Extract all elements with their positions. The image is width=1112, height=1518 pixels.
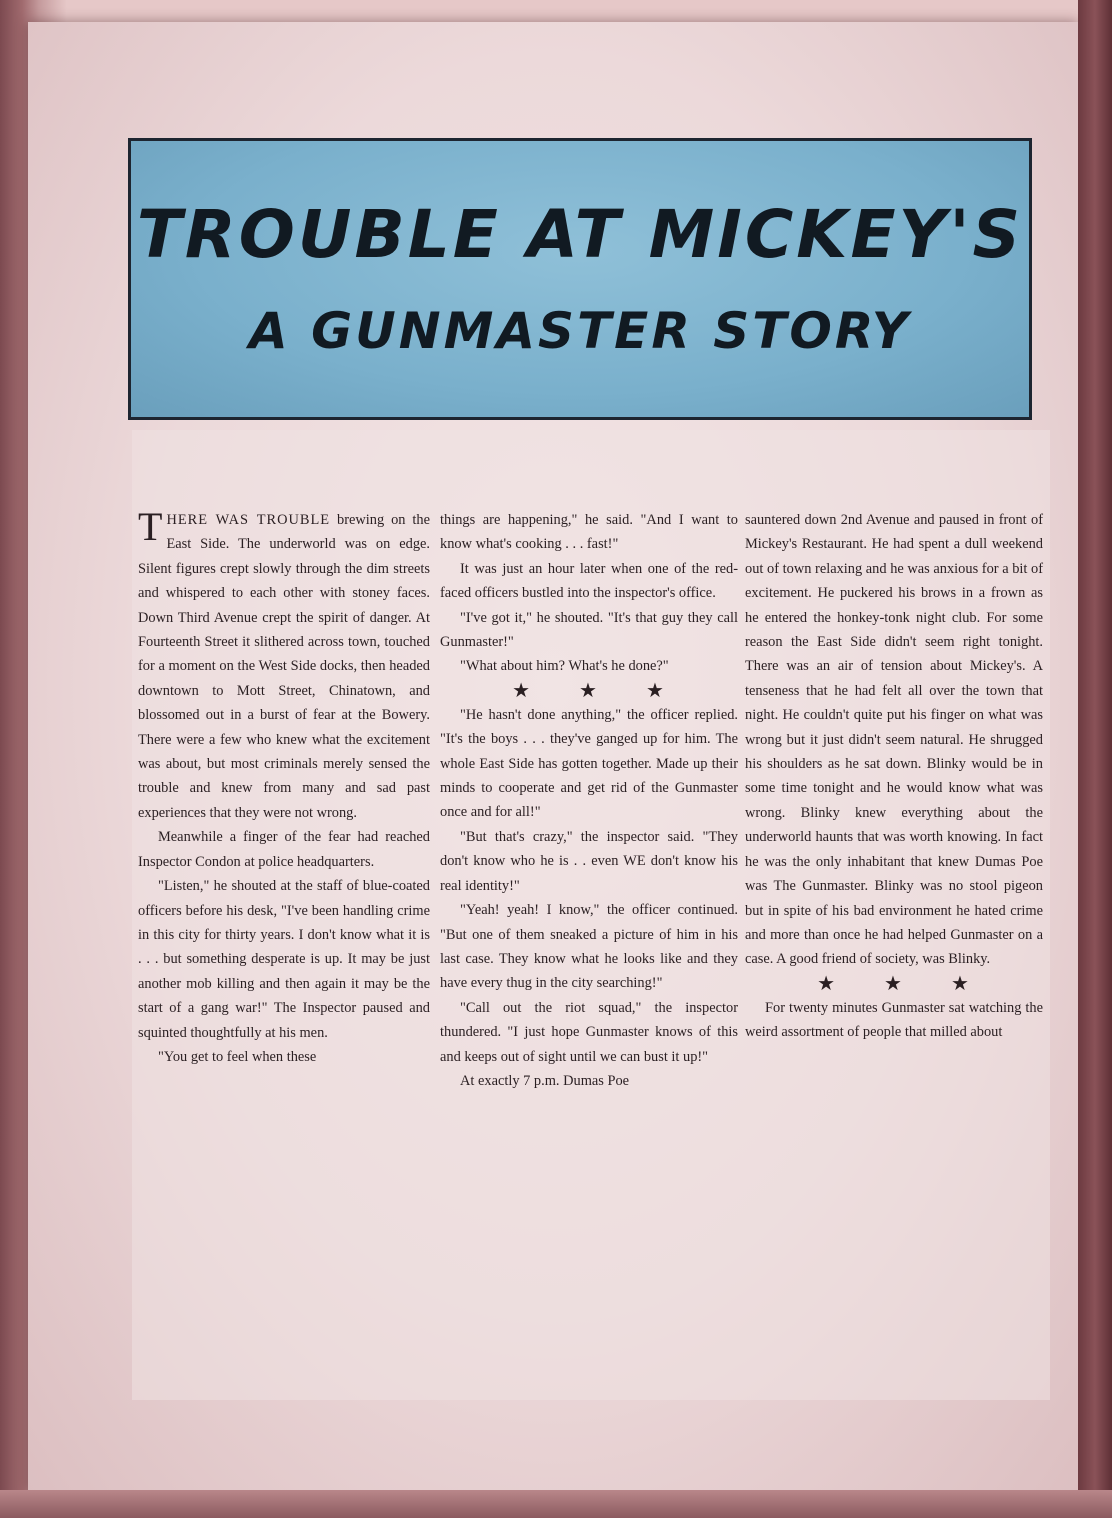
paragraph-text: brewing on the East Side. The underworld was on edge. Silent figures crept slowly through the dim streets and whispered to each other with stoney faces. Down Third Avenue crept the spirit of danger. At Fourteenth Street it slithered across town, touched for a moment on the West Side docks, then headed downtown to Mott Street, Chinatown, and blossomed out in a burst of fear at the Bowery. There were a few who knew what the excitement was about, but most criminals merely sensed the trouble and knew from many and sad past experiences that they were not wrong. bbox=[138, 512, 431, 821]
paragraph: "I've got it," he shouted. "It's that guy they call Gunmaster!" bbox=[440, 609, 738, 651]
drop-cap: T bbox=[138, 504, 163, 549]
paragraph: "Yeah! yeah! I know," the officer continued. "But one of them sneaked a picture of him in his last case. They know what he looks like and they have every thug in the city searching!" bbox=[440, 902, 738, 992]
paragraph: At exactly 7 p.m. Dumas Poe bbox=[460, 1072, 630, 1089]
paragraph: "What about him? What's he done?" bbox=[460, 658, 669, 675]
page-edge-right bbox=[1078, 0, 1112, 1518]
text-column-3 bbox=[745, 508, 1043, 1045]
paragraph: "But that's crazy," the inspector said. "They don't know who he is . . even WE don't know his real identity!" bbox=[440, 828, 738, 894]
paragraph: For twenty minutes Gunmaster sat watching the weird assortment of people that milled about bbox=[745, 999, 1043, 1041]
paragraph: "You get to feel when these bbox=[158, 1048, 317, 1065]
paragraph: It was just an hour later when one of the red-faced officers bustled into the inspector's office. bbox=[440, 560, 738, 602]
section-separator: ★ ★ ★ bbox=[512, 679, 686, 702]
opening-caps: HERE WAS TROUBLE bbox=[166, 512, 331, 528]
page-edge-bottom bbox=[0, 1490, 1112, 1518]
paragraph: Meanwhile a finger of the fear had reached Inspector Condon at police headquarters. bbox=[138, 829, 430, 870]
text-column-2 bbox=[440, 508, 738, 1093]
story-subtitle: A GUNMASTER STORY bbox=[249, 302, 911, 360]
story-title: TROUBLE AT MICKEY'S bbox=[136, 196, 1024, 273]
text-column-1 bbox=[138, 504, 431, 1069]
paragraph bbox=[138, 504, 431, 825]
paragraph: "Listen," he shouted at the staff of blue-coated officers before his desk, "I've been handling crime in this city for thirty years. I don't know what it is . . . but something desperate is up. It may be just another mob killing and then again it may be the start of a gang war!" The Inspector paused and squinted thoughtfully at his men. bbox=[138, 878, 430, 1041]
paragraph: things are happening," he said. "And I want to know what's cooking . . . fast!" bbox=[440, 512, 738, 553]
paragraph: "Call out the riot squad," the inspector thundered. "I just hope Gunmaster knows of this and keeps out of sight until we can bust it up!" bbox=[440, 999, 738, 1065]
paragraph: "He hasn't done anything," the officer replied. "It's the boys . . . they've ganged up for him. The whole East Side has gotten together. Made up their minds to cooperate and get rid of the Gunmaster once and for all!" bbox=[440, 706, 738, 821]
title-banner bbox=[128, 138, 1032, 420]
paragraph: sauntered down 2nd Avenue and paused in front of Mickey's Restaurant. He had spent a dull weekend out of town relaxing and he was anxious for a bit of excitement. He puckered his brows in a frown as he entered the honkey-tonk night club. For some reason the East Side didn't seem right tonight. There was an air of tension about Mickey's. A tenseness that he had felt all over the town that night. He couldn't quite put his finger on what was wrong but it just didn't seem natural. He shrugged his shoulders as he sat down. Blinky would be in some time tonight and he would know what was wrong. Blinky knew everything about the underworld haunts that was worth knowing. In fact he was the only inhabitant that knew Dumas Poe was The Gunmaster. Blinky was no stool pigeon but in spite of his bad environment he hated crime and more than once he had helped Gunmaster on a case. A good friend of society, was Blinky. bbox=[745, 512, 1043, 968]
section-separator: ★ ★ ★ bbox=[817, 972, 991, 995]
